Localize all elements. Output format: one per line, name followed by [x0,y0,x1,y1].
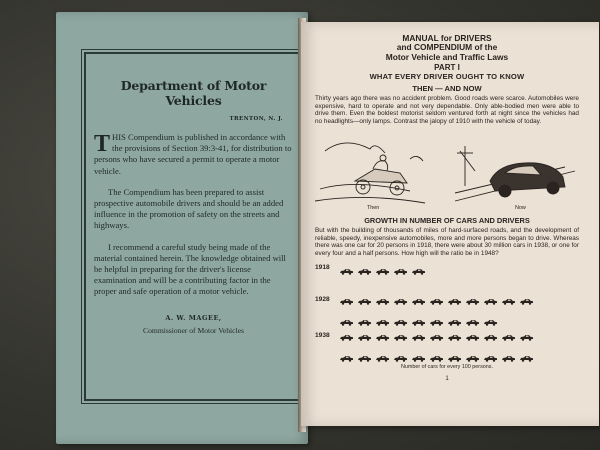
year-label-1918: 1918 [315,264,330,272]
car-icon [483,326,498,345]
car-icon [483,347,498,366]
car-icon [447,326,462,345]
car-icon [411,260,426,279]
car-icon [375,260,390,279]
manual-title-line-3: Motor Vehicle and Traffic Laws [385,51,509,62]
growth-text: But with the building of thousands of miles of hard-surfaced roads, and the development of reliable, speedy, inexpensive automobiles, more and more persons began to drive. Whereas there was one car for 20 persons in 1918, there were about 30 million cars in 1938, or one for every four and a half persons. How high will the ratio be in 1948? [315,227,579,257]
car-icon [501,347,516,366]
car-row-1918 [339,260,545,279]
car-icon [375,290,390,309]
illustration-drawing [315,131,579,211]
car-icon [339,260,354,279]
car-icon [519,347,534,366]
car-icon [519,326,534,345]
car-icon [501,326,516,345]
car-icon [393,347,408,366]
car-icon [357,290,372,309]
car-icon [357,326,372,345]
car-icon [465,326,480,345]
signature-name: A. W. MAGEE, [165,313,222,322]
car-icon [411,347,426,366]
department-title: Department of Motor Vehicles [120,78,267,108]
car-icon [429,347,444,366]
car-icon [393,290,408,309]
manual-title-line-2: and COMPENDIUM of the [396,42,498,53]
car-icon [357,347,372,366]
cars-pictograph [315,260,579,362]
part-label: PART I [434,63,460,73]
car-icon [393,260,408,279]
pictograph-footnote: Number of cars for every 100 persons. [401,364,493,371]
car-icon [393,326,408,345]
car-icon [339,347,354,366]
page-number: 1 [445,376,449,383]
paragraph-3-text: I recommend a careful study being made of the material contained herein. The knowledge obtained will be helpful in preparing for the driver's license examination and will be a contributing factor in the proper and safe operation of a motor vehicle. [94,241,286,297]
car-icon [411,290,426,309]
car-icon [339,326,354,345]
car-icon [447,290,462,309]
paragraph-2 [94,187,293,232]
car-icon [375,326,390,345]
signature-title: Commissioner of Motor Vehicles [143,325,244,335]
section-heading: WHAT EVERY DRIVER OUGHT TO KNOW [369,72,525,82]
paragraph-1 [94,132,293,177]
then-now-illustration [315,131,579,211]
car-icon [447,347,462,366]
caption-then: Then [367,205,380,212]
manual-title [315,34,579,62]
car-row-1938 [339,326,545,366]
year-label-1928: 1928 [315,296,330,304]
new-car-drawing [455,146,575,201]
manual-title-line-1: MANUAL for DRIVERS [402,33,492,43]
department-place: TRENTON, N. J. [229,116,283,122]
drop-cap: T [94,131,111,157]
car-icon [465,347,480,366]
car-icon [501,290,516,309]
paragraph-3 [94,242,293,298]
year-label-1938: 1938 [315,332,330,340]
car-icon [339,290,354,309]
paragraph-1-text: HIS Compendium is published in accordance with the provisions of Section 39:3-41, for distribution to persons who have secured a permit to operate a motor vehicle. [94,132,292,176]
paragraph-2-text: The Compendium has been prepared to assist prospective automobile drivers and should be an added influence in the promotion of safety on the streets and highways. [94,186,284,231]
old-car-drawing [315,143,425,203]
intro-text: Thirty years ago there was no accident problem. Good roads were scarce. Automobiles were expensive, hard to operate and not very dependable. Only able-bodied men were able to drive them. Even the boldest motorist seldom ventured forth at night since the vehicles had no headlights—only lamps. Contrast the jalopy of 1910 with the vehicle of today. [315,95,579,125]
right-page [301,22,599,426]
car-icon [357,260,372,279]
car-icon [483,290,498,309]
car-icon [411,326,426,345]
car-icon [519,290,534,309]
car-icon [465,290,480,309]
car-icon [429,290,444,309]
car-icon [429,326,444,345]
growth-heading: GROWTH IN NUMBER OF CARS AND DRIVERS [364,216,530,226]
caption-now: Now [515,205,526,212]
car-icon [375,347,390,366]
left-page [56,12,308,444]
bordered-notice [84,52,303,401]
subheading: THEN — AND NOW [412,84,482,94]
car-row-1928 [339,290,545,330]
